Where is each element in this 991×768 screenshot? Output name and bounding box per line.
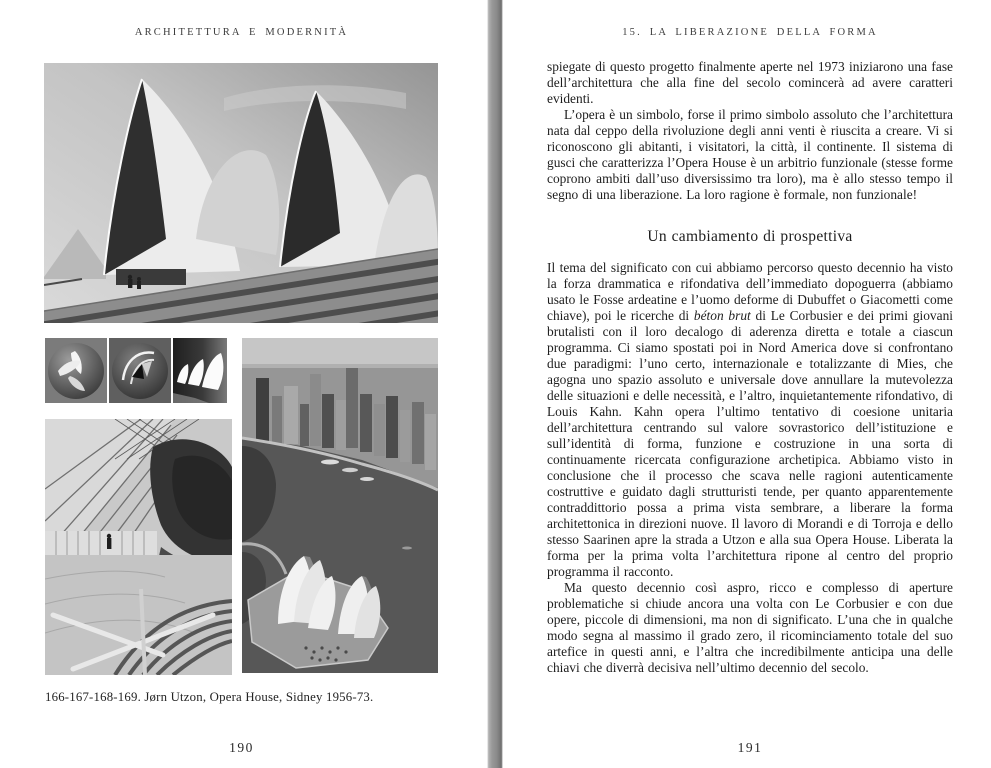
page-number-191: 191 <box>737 740 763 755</box>
page-gutter <box>487 0 503 768</box>
paragraph-3-text-cont: di Le Corbusier e dei primi giovani brutalisti con il loro decalogo di aderenza diretta e totale a ciascun programma. Ci siamo spostati poi in Nord America dove si confrontano due paradigmi: l’uno certo, internazionale e totalizzante di Mies, che agogna uno spazio assoluto e universale dove annullare la mutevolezza delle situazioni e delle necessità, e l’altro, inquietantemente rifondativo, di Louis Kahn. Kahn opera l’ultimo tentativo di coesione unitaria dell’architettura centrando sul valore sovrastorico dell’istituzione e sull’identità di forma, funzione e costruzione in una sorta di continuamente ricercata configurazione archetipica. Abbiamo visto in conclusione che il processo che scava nelle ragioni autenticamente costruttive e guidato dagli strutturisti tende, per quanto apparentemente contraddittorio possa a prima vista sembrare, a liberare la forma architettonica in direzioni nuove. Il lavoro di Morandi e di Torroja e dello stesso Saarinen apre la strada a Utzon e alla sua Opera House. Liberata la forma per la prima volta l’architettura ripone al centro del proprio programma il racconto. <box>547 308 953 579</box>
photo-opera-house-shells <box>44 63 438 323</box>
opera-shells-steps-illustration <box>44 63 438 323</box>
page-right <box>503 0 991 768</box>
sails-graphic-illustration <box>173 338 227 403</box>
figure-caption: 166-167-168-169. Jørn Utzon, Opera House, Sidney 1956-73. <box>45 690 374 704</box>
beton-brut-italic: béton brut <box>693 308 751 323</box>
figure-row-shell-studies <box>45 338 227 403</box>
running-head-right: 15. LA LIBERAZIONE DELLA FORMA <box>622 27 878 38</box>
running-head-left: ARCHITETTURA E MODERNITÀ <box>134 27 349 38</box>
paragraph-3-text: Il tema del significato con cui abbiamo percorso questo decennio ha visto la forza drammatica e rifondativa dell’immediato dopoguerra (abbiamo usato le Fosse ardeatine e l’uomo deforme di Dubuffet o Giacometti come chiave), poi le ricerche di <box>547 260 953 323</box>
paragraph-1: spiegate di questo progetto finalmente aperte nel 1973 iniziarono una fase dell’architettura che alla fine del secolo comincerà ad avere caratteri evidenti. <box>547 59 953 106</box>
paragraph-3 <box>547 260 953 580</box>
page-left <box>0 0 486 768</box>
photo-sphere-model-2 <box>109 338 171 403</box>
paragraph-2: L’opera è un simbolo, forse il primo simbolo assoluto che l’architettura nata dal ceppo della rivoluzione degli anni venti è riuscita a creare. Vi si riconoscono gli abitanti, i visitatori, la città, il continente. Il sistema di gusci che caratterizza l’Opera House è un arbitrio funzionale (stesse forme coprono ambiti dall’uso diversissimo tra loro), ma è allo stesso tempo il segno di una liberazione. La loro ragione è formale, non funzionale! <box>547 107 953 202</box>
sphere-model-2-illustration <box>109 338 171 403</box>
photo-interior-construction <box>45 419 232 675</box>
walking-figure <box>107 538 111 549</box>
photo-sphere-model-1 <box>45 338 107 403</box>
section-heading: Un cambiamento di prospettiva <box>647 228 853 245</box>
aerial-illustration <box>242 338 438 673</box>
text-column <box>547 59 953 676</box>
page-number-190: 190 <box>229 740 254 755</box>
paragraph-4: Ma questo decennio così aspro, ricco e complesso di aperture problematiche si chiude ancora una volta con Le Corbusier e con due opere, piccole di dimensioni, ma non di significato. L’una che in qualche modo segna al massimo il grado zero, il ricominciamento totale del suo artefice in questi anni, e l’altra che incredibilmente anticipa una delle chiavi che diverrà decisiva nell’ultimo decennio del secolo. <box>547 580 953 675</box>
photo-sails-graphic <box>173 338 227 403</box>
interior-illustration <box>45 419 232 675</box>
photo-aerial-sydney <box>242 338 438 673</box>
sphere-model-1-illustration <box>45 338 107 403</box>
